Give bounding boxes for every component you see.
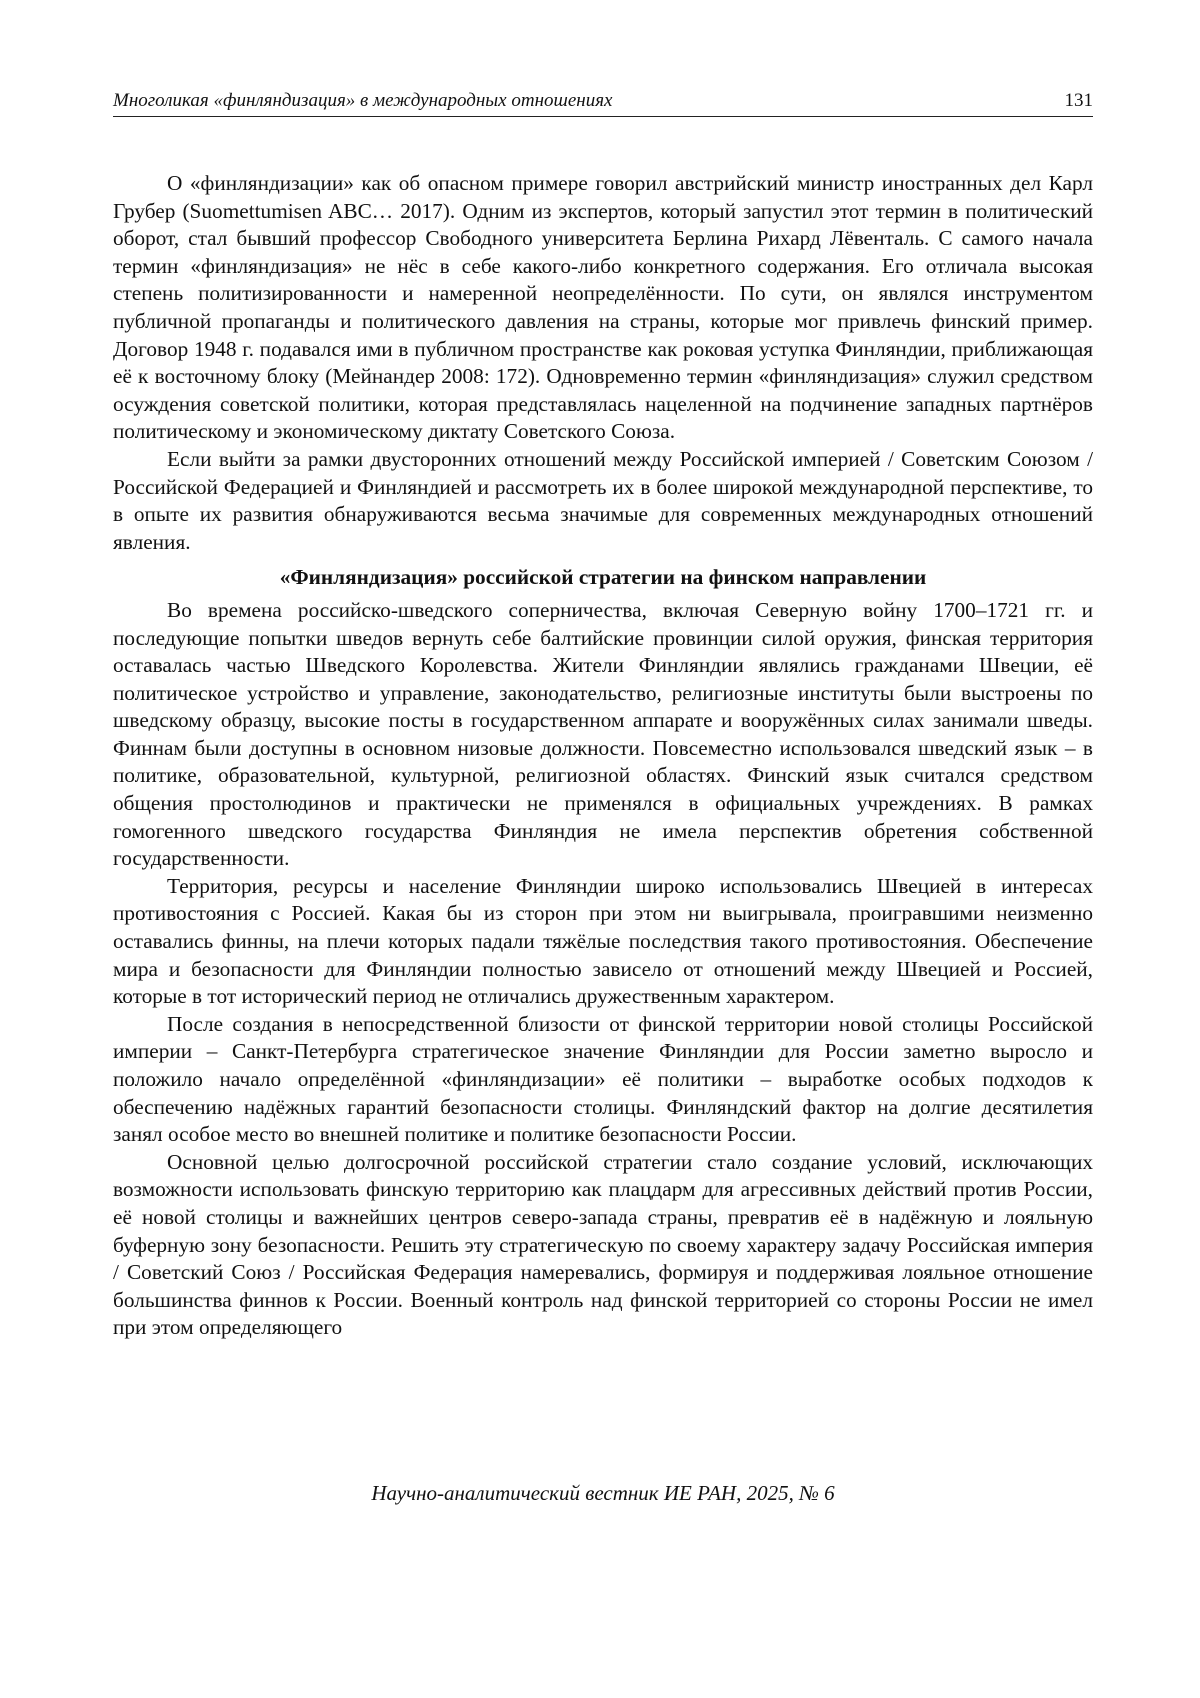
- paragraph: Территория, ресурсы и население Финляндии широко использовались Швецией в интересах противостояния с Россией. Какая бы из сторон при этом ни выигрывала, проигравшими неизменно оставались финны, на плечи которых падали тяжёлые последствия такого противостояния. Обеспечение мира и безопасности для Финляндии полностью зависело от отношений между Швецией и Россией, которые в тот исторический период не отличались дружественным характером.: [113, 873, 1093, 1009]
- running-title: Многоликая «финляндизация» в международных отношениях: [113, 90, 613, 111]
- paragraph: После создания в непосредственной близости от финской территории новой столицы Российской империи – Санкт-Петербурга стратегическое значение Финляндии для России заметно выросло и положило начало определённой «финляндизации» её политики – выработке особых подходов к обеспечению надёжных гарантий безопасности столицы. Финляндский фактор на долгие десятилетия занял особое место во внешней политике и политике безопасности России.: [113, 1011, 1093, 1147]
- paragraph: Если выйти за рамки двусторонних отношений между Российской империей / Советским Союзом / Российской Федерацией и Финляндией и рассмотреть их в более широкой международной перспективе, то в опыте их развития обнаруживаются весьма значимые для современных международных отношений явления.: [113, 446, 1093, 554]
- running-header: [113, 86, 1093, 117]
- article-body: [113, 170, 1093, 1342]
- paragraph: О «финляндизации» как об опасном примере говорил австрийский министр иностранных дел Карл Грубер (Suomettumisen ABC… 2017). Одним из экспертов, который запустил этот термин в политический оборот, стал бывший профессор Свободного университета Берлина Рихард Лёвенталь. С самого начала термин «финляндизация» не нёс в себе какого-либо конкретного содержания. Его отличала высокая степень политизированности и намеренной неопределённости. По сути, он являлся инструментом публичной пропаганды и политического давления на страны, которые мог привлечь финский пример. Договор 1948 г. подавался ими в публичном пространстве как роковая уступка Финляндии, приближающая её к восточному блоку (Мейнандер 2008: 172). Одновременно термин «финляндизация» служил средством осуждения советской политики, которая представлялась нацеленной на подчинение западных партнёров политическому и экономическому диктату Советского Союза.: [113, 171, 1093, 444]
- paragraph: Во времена российско-шведского соперничества, включая Северную войну 1700–1721 гг. и последующие попытки шведов вернуть себе балтийские провинции силой оружия, финская территория оставалась частью Шведского Королевства. Жители Финляндии являлись гражданами Швеции, её политическое устройство и управление, законодательство, религиозные институты были выстроены по шведскому образцу, высокие посты в государственном аппарате и вооружённых силах занимали шведы. Финнам были доступны в основном низовые должности. Повсеместно использовался шведский язык – в политике, образовательной, культурной, религиозной областях. Финский язык считался средством общения простолюдинов и практически не применялся в официальных учреждениях. В рамках гомогенного шведского государства Финляндия не имела перспектив обретения собственной государственности.: [113, 597, 1093, 871]
- paragraph: Основной целью долгосрочной российской стратегии стало создание условий, исключающих возможности использовать финскую территорию как плацдарм для агрессивных действий против России, её новой столицы и важнейших центров северо-запада страны, превратив её в надёжную и лояльную буферную зону безопасности. Решить эту стратегическую по своему характеру задачу Российская империя / Советский Союз / Российская Федерация намеревались, формируя и поддерживая лояльное отношение большинства финнов к России. Военный контроль над финской территорией со стороны России не имел при этом определяющего: [113, 1149, 1093, 1340]
- section-heading: «Финляндизация» российской стратегии на финском направлении: [279, 565, 927, 590]
- page-number: 131: [1064, 90, 1093, 111]
- running-footer: Научно-аналитический вестник ИЕ РАН, 2025, № 6: [371, 1481, 835, 1505]
